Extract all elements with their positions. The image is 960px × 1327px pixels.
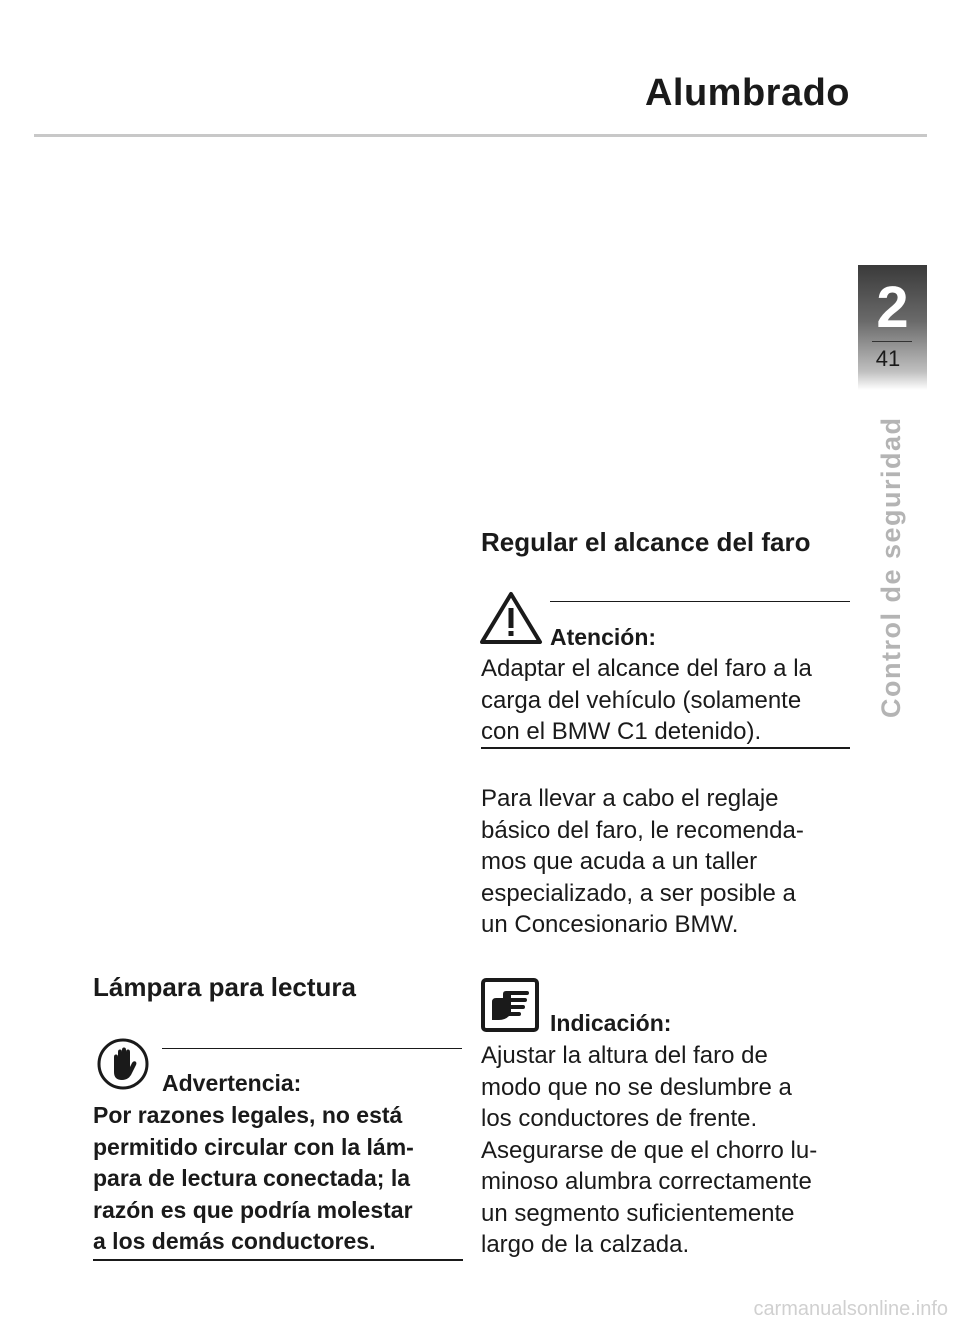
warning-bottom-rule [93, 1259, 463, 1261]
page-number: 41 [875, 346, 901, 371]
warning-line: a los demás conductores. [93, 1228, 376, 1254]
note-line: largo de la calzada. [481, 1231, 690, 1258]
warning-line: razón es que podría molestar [93, 1196, 413, 1223]
note-line: minoso alumbra correctamente [481, 1168, 812, 1195]
page-title: Alumbrado [644, 72, 850, 114]
caution-line: Adaptar el alcance del faro a la [481, 655, 812, 682]
watermark-text: carmanualsonline.info [753, 1298, 948, 1320]
warning-triangle-icon [479, 590, 543, 646]
caution-top-rule [550, 601, 850, 602]
note-label: Indicación: [550, 1010, 672, 1036]
section-side-label: Control de seguridad [876, 416, 906, 718]
body-paragraph [481, 783, 853, 941]
paragraph-line: básico del faro, le recomenda- [481, 816, 804, 844]
note-line: modo que no se deslumbre a [481, 1073, 792, 1101]
warning-text [93, 1100, 465, 1258]
chapter-divider [872, 341, 912, 342]
paragraph-line: especializado, a ser posible a [481, 879, 796, 907]
paragraph-line: mos que acuda a un taller [481, 848, 758, 875]
note-line: Asegurarse de que el chorro lu- [481, 1136, 818, 1164]
warning-top-rule [162, 1048, 462, 1049]
note-hand-icon [481, 978, 539, 1032]
note-line: Ajustar la altura del faro de [481, 1042, 768, 1069]
warning-line: para de lectura conectada; la [93, 1165, 411, 1191]
section-heading-reading-lamp: Lámpara para lectura [93, 972, 357, 1002]
caution-line: carga del vehículo (solamente [481, 686, 802, 714]
warning-line: permitido circular con la lám- [93, 1133, 414, 1160]
warning-label: Advertencia: [162, 1070, 302, 1096]
caution-bottom-rule [481, 747, 850, 749]
paragraph-line: un Concesionario BMW. [481, 911, 739, 938]
caution-text [481, 653, 853, 748]
warning-line: Por razones legales, no está [93, 1102, 403, 1128]
paragraph-line: Para llevar a cabo el reglaje [481, 785, 779, 812]
stop-hand-icon [97, 1038, 149, 1090]
chapter-number: 2 [876, 275, 909, 340]
header-divider [34, 134, 927, 137]
note-line: un segmento suficientemente [481, 1199, 795, 1227]
caution-line: con el BMW C1 detenido). [481, 718, 762, 745]
note-text [481, 1040, 853, 1261]
caution-label: Atención: [550, 624, 657, 650]
note-line: los conductores de frente. [481, 1105, 758, 1132]
section-heading-headlight-range: Regular el alcance del faro [481, 527, 811, 557]
